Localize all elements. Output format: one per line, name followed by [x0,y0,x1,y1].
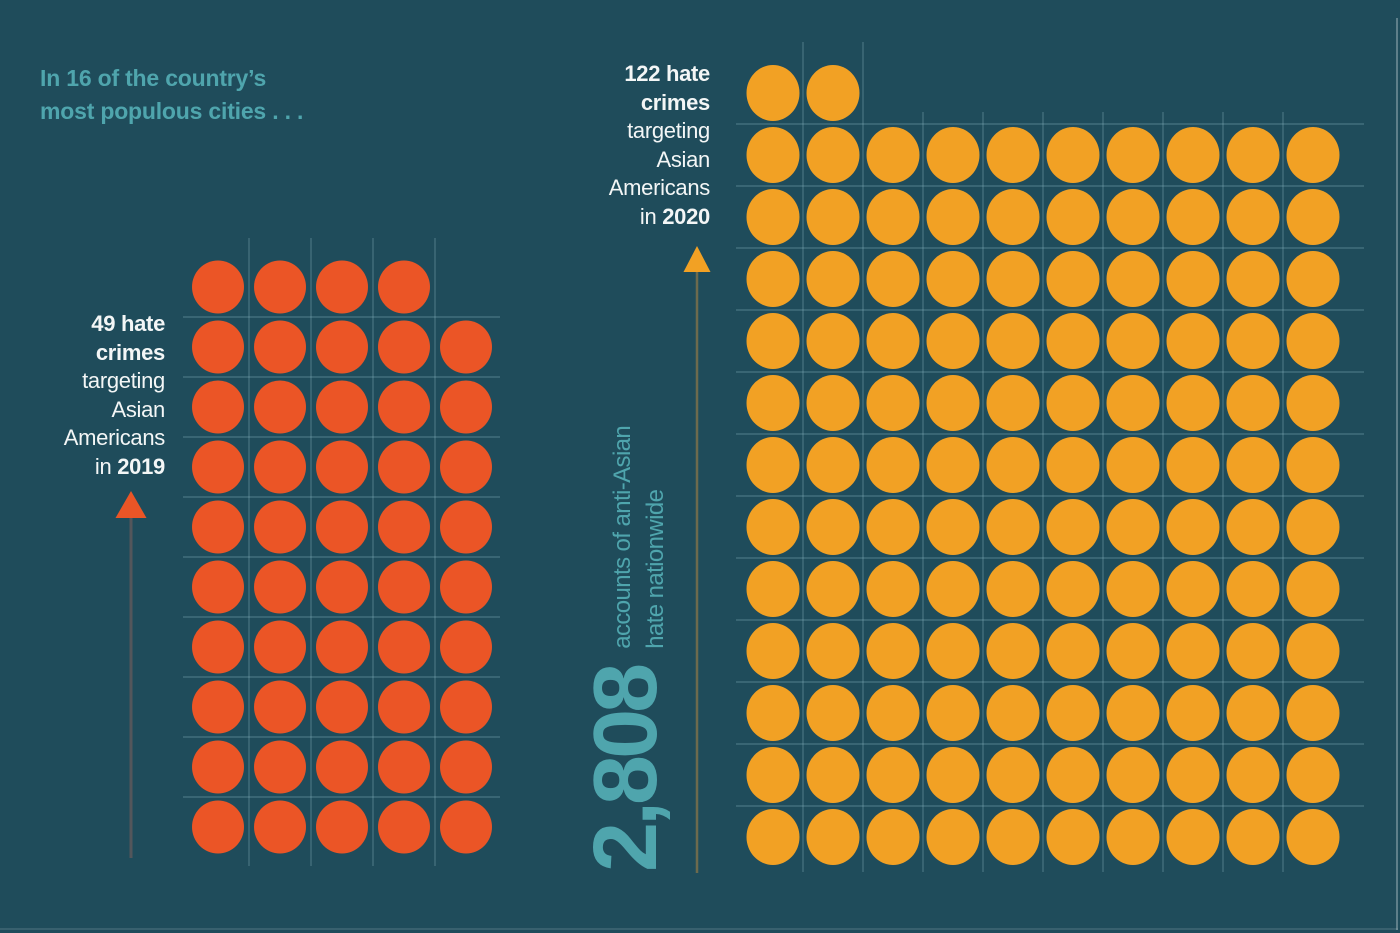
waffle-dot [927,685,980,741]
label-line: in 2019 [94,453,165,479]
waffle-dot [254,681,306,734]
waffle-dot [1107,437,1160,493]
waffle-dot [1107,685,1160,741]
up-arrow-2019 [116,491,147,858]
waffle-dot [747,189,800,245]
waffle-dot [1287,747,1340,803]
total-count: 2,808 [576,666,676,872]
waffle-dot [807,685,860,741]
waffle-dot [987,747,1040,803]
waffle-dot [747,313,800,369]
waffle-dot [927,623,980,679]
waffle-dot [807,809,860,865]
label-line: crimes [640,89,710,115]
waffle-dot [1287,189,1340,245]
waffle-dot [747,251,800,307]
waffle-dot [440,441,492,494]
waffle-dot [1047,127,1100,183]
total-caption-line2: hate nationwide [641,489,669,649]
waffle-dot [867,809,920,865]
waffle-dot [440,561,492,614]
waffle-dot [747,437,800,493]
waffle-dot [927,251,980,307]
waffle-dot [927,809,980,865]
waffle-dot [378,741,430,794]
waffle-dot [807,437,860,493]
waffle-dot [1167,623,1220,679]
waffle-dot [1107,561,1160,617]
waffle-dot [1047,437,1100,493]
waffle-dot [927,375,980,431]
waffle-dot [192,681,244,734]
waffle-dot [747,499,800,555]
label-line: in 2020 [639,203,710,229]
total-caption [606,426,672,649]
waffle-dot [807,313,860,369]
waffle-dot [1287,809,1340,865]
waffle-dot [254,621,306,674]
waffle-dot [254,561,306,614]
waffle-dot [867,561,920,617]
waffle-dot [316,261,368,314]
waffle-dot [1047,685,1100,741]
waffle-dot [378,441,430,494]
waffle-dot [192,321,244,374]
waffle-dot [1167,313,1220,369]
label-line: Asian [656,146,710,172]
waffle-dot [440,621,492,674]
waffle-dot [1227,685,1280,741]
waffle-dot [1227,561,1280,617]
waffle-dot [1287,685,1340,741]
waffle-dot [1107,809,1160,865]
waffle-dot [987,251,1040,307]
waffle-dot [1047,313,1100,369]
waffle-dot [867,189,920,245]
waffle-dot [927,189,980,245]
waffle-dot [1107,251,1160,307]
label-line: Asian [111,396,165,422]
waffle-dot [316,681,368,734]
label-line: targeting [82,368,165,393]
waffle-dot [316,561,368,614]
waffle-dot [440,801,492,854]
waffle-dot [1167,375,1220,431]
waffle-dot [1047,747,1100,803]
waffle-dot [192,621,244,674]
waffle-dot [867,375,920,431]
waffle-dot [867,313,920,369]
waffle-dot [987,685,1040,741]
waffle-dot [1167,747,1220,803]
waffle-dot [807,65,860,121]
waffle-dot [747,65,800,121]
waffle-dot [192,501,244,554]
waffle-dot [747,685,800,741]
waffle-dot [1287,499,1340,555]
waffle-dot [192,381,244,434]
waffle-dot [192,801,244,854]
waffle-dot [1287,251,1340,307]
waffle-dot [927,313,980,369]
waffle-dot [1227,747,1280,803]
waffle-dot [254,741,306,794]
waffle-dot [987,127,1040,183]
waffle-dot [1167,189,1220,245]
waffle-dot [316,441,368,494]
label-line: Americans [608,175,710,200]
waffle-dot [807,623,860,679]
waffle-dot [807,375,860,431]
page-title [40,62,303,128]
waffle-dot [867,437,920,493]
waffle-dot [316,801,368,854]
waffle-dot [1167,127,1220,183]
waffle-dot [254,381,306,434]
arrow-head-icon [684,246,711,272]
arrow-head-icon [116,491,147,518]
waffle-dot [867,623,920,679]
waffle-dot [378,321,430,374]
waffle-dot [1287,313,1340,369]
waffle-dot [1227,437,1280,493]
waffle-dot [1107,375,1160,431]
waffle-dot [807,127,860,183]
waffle-dot [1107,127,1160,183]
total-caption-line1: accounts of anti-Asian [608,425,636,649]
waffle-dot [192,561,244,614]
waffle-dot [316,321,368,374]
waffle-dot [378,381,430,434]
waffle-dot [867,499,920,555]
label-2020 [540,60,710,231]
waffle-dot [987,809,1040,865]
waffle-dot [807,561,860,617]
label-line: Americans [63,425,165,450]
waffle-dot [1227,251,1280,307]
waffle-dot [378,561,430,614]
waffle-dot [440,681,492,734]
waffle-dot [987,313,1040,369]
waffle-dot [747,127,800,183]
waffle-dot [1167,685,1220,741]
waffle-dot [987,623,1040,679]
waffle-dot [192,741,244,794]
waffle-dot [1047,251,1100,307]
waffle-dot [1107,747,1160,803]
waffle-dot [1227,499,1280,555]
label-line: targeting [627,118,710,143]
waffle-dot [987,499,1040,555]
waffle-dot [440,741,492,794]
waffle-dot [747,623,800,679]
waffle-dot [440,381,492,434]
waffle-dot [987,437,1040,493]
waffle-dot [378,261,430,314]
waffle-dot [1287,375,1340,431]
waffle-dot [1107,623,1160,679]
label-2019 [25,310,165,481]
waffle-dot [1287,561,1340,617]
waffle-dot [927,127,980,183]
waffle-dot [807,499,860,555]
waffle-dot [747,561,800,617]
waffle-dot [192,261,244,314]
waffle-dot [807,251,860,307]
label-line: crimes [95,339,165,365]
waffle-dot [378,501,430,554]
waffle-dot [1047,375,1100,431]
waffle-dot [867,685,920,741]
waffle-dot [747,809,800,865]
waffle-dot [1167,251,1220,307]
waffle-dot [254,321,306,374]
waffle-dot [1227,375,1280,431]
waffle-dot [254,801,306,854]
page-title-line2: most populous cities . . . [40,98,304,124]
waffle-dot [807,189,860,245]
waffle-dot [1227,189,1280,245]
waffle-dot [1167,437,1220,493]
waffle-dot [1047,561,1100,617]
waffle-dot [1287,623,1340,679]
waffle-dot [927,437,980,493]
waffle-dot [1227,809,1280,865]
label-line: 122 hate [624,61,710,86]
waffle-dot [987,375,1040,431]
waffle-dot [987,561,1040,617]
total-annotation [576,425,676,872]
page-title-line1: In 16 of the country’s [40,65,267,91]
waffle-dot [867,251,920,307]
waffle-dot [747,747,800,803]
waffle-dot [1167,499,1220,555]
waffle-dot [1167,561,1220,617]
waffle-dot [1287,127,1340,183]
waffle-dot [807,747,860,803]
waffle-dot [867,747,920,803]
waffle-dot [378,681,430,734]
waffle-dot [927,499,980,555]
waffle-dot [378,621,430,674]
waffle-dot [1047,189,1100,245]
waffle-dot [1107,313,1160,369]
waffle-dot [254,501,306,554]
waffle-dot [440,321,492,374]
waffle-dot [378,801,430,854]
waffle-dot [316,501,368,554]
waffle-dot [927,561,980,617]
waffle-dot [867,127,920,183]
waffle-dot [1047,809,1100,865]
waffle-dot [1227,127,1280,183]
waffle-dot [1107,189,1160,245]
waffle-dot [1047,499,1100,555]
waffle-dot [1107,499,1160,555]
waffle-dot [1047,623,1100,679]
waffle-dot [1167,809,1220,865]
waffle-dot [1287,437,1340,493]
up-arrow-2020 [684,246,711,873]
waffle-dot [192,441,244,494]
waffle-dot [747,375,800,431]
waffle-dot [254,261,306,314]
label-line: 49 hate [91,311,165,336]
waffle-dot [316,381,368,434]
waffle-dot [440,501,492,554]
waffle-dot [1227,623,1280,679]
waffle-dot [316,621,368,674]
waffle-dot [927,747,980,803]
waffle-dot [987,189,1040,245]
waffle-dot [316,741,368,794]
waffle-dot [254,441,306,494]
waffle-dot [1227,313,1280,369]
